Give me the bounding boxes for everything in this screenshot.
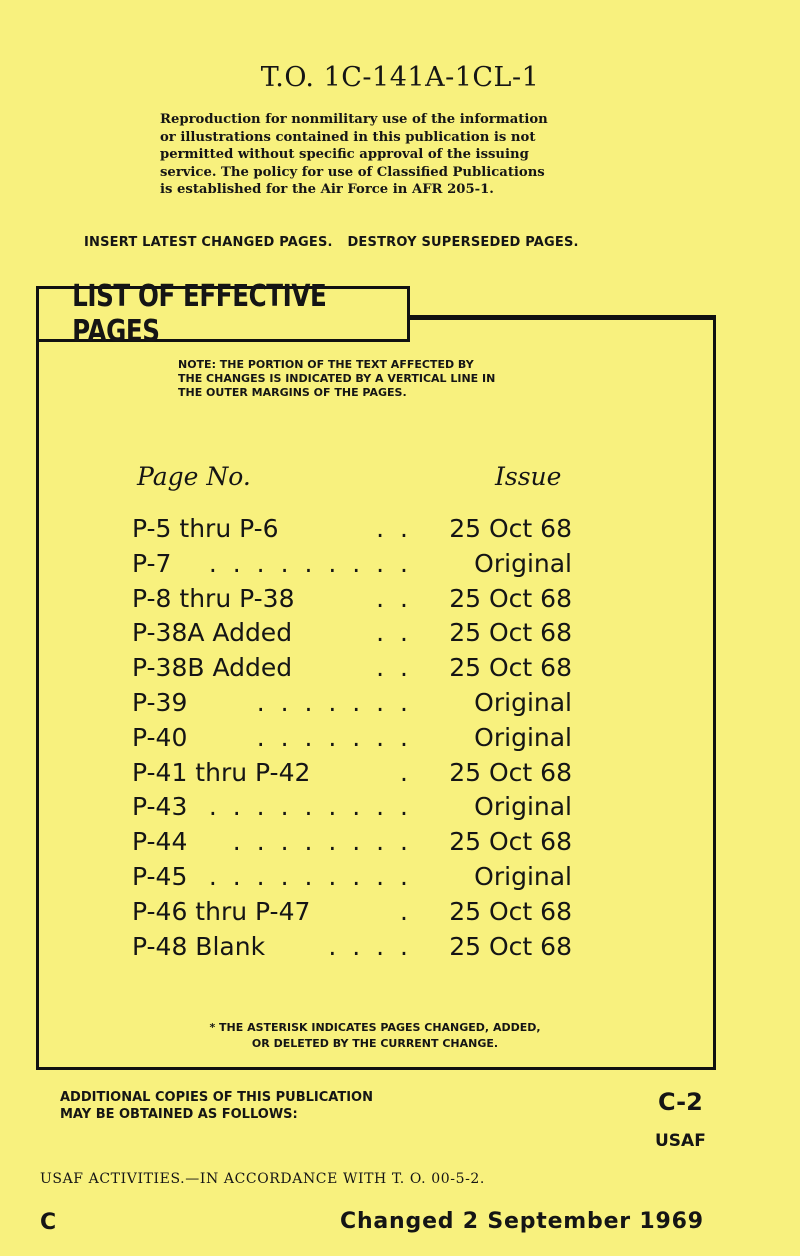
- change-note-line: THE OUTER MARGINS OF THE PAGES.: [178, 386, 407, 399]
- list-item: [132, 895, 572, 930]
- dot-leader: . .: [376, 583, 412, 613]
- change-code: C-2: [658, 1088, 703, 1116]
- page-number: P-8 thru P-38: [132, 583, 295, 613]
- issue-value: 25 Oct 68: [449, 653, 572, 683]
- page-number: P-43: [132, 792, 188, 822]
- page-number: P-46 thru P-47: [132, 896, 311, 926]
- page-number: P-44: [132, 827, 188, 857]
- page-number: P-38A Added: [132, 618, 293, 648]
- list-item: [132, 860, 572, 895]
- page-number: P-40: [132, 722, 188, 752]
- additional-copies-notice: [60, 1089, 373, 1123]
- issue-value: Original: [474, 687, 572, 717]
- dot-leader: .: [400, 757, 412, 787]
- dot-leader: . . . . . . .: [256, 687, 412, 717]
- dot-leader: . .: [376, 618, 412, 648]
- list-item: [132, 651, 572, 686]
- list-item: [132, 721, 572, 756]
- dot-leader: . .: [376, 653, 412, 683]
- page-no-column-header: Page No.: [137, 462, 251, 491]
- dot-leader: . . . . . . . . .: [208, 861, 412, 891]
- destroy-superseded-text: DESTROY SUPERSEDED PAGES.: [347, 235, 579, 250]
- dot-leader: . . . . . . .: [256, 722, 412, 752]
- issue-value: 25 Oct 68: [449, 618, 572, 648]
- issue-value: Original: [474, 722, 572, 752]
- page-number: P-5 thru P-6: [132, 514, 279, 543]
- issue-value: 25 Oct 68: [449, 931, 572, 961]
- additional-copies-line: MAY BE OBTAINED AS FOLLOWS:: [60, 1107, 298, 1122]
- change-note-line: NOTE: THE PORTION OF THE TEXT AFFECTED BY: [178, 358, 474, 371]
- issue-value: Original: [474, 792, 572, 822]
- list-item: [132, 582, 572, 617]
- dot-leader: . . . . . . . . .: [208, 548, 412, 578]
- page-number: P-7: [132, 548, 172, 578]
- effective-pages-title: [36, 279, 410, 349]
- dot-leader: . . . .: [328, 931, 412, 961]
- page-number: P-41 thru P-42: [132, 757, 311, 787]
- page-number: P-48 Blank: [132, 931, 266, 961]
- list-item: [132, 825, 572, 860]
- issue-value: 25 Oct 68: [449, 896, 572, 926]
- reproduction-notice: [160, 111, 630, 199]
- list-item: [132, 790, 572, 825]
- insert-latest-text: INSERT LATEST CHANGED PAGES.: [84, 235, 333, 250]
- effective-pages-title-text: LIST OF EFFECTIVE PAGES: [72, 279, 327, 349]
- effective-pages-list: [132, 512, 572, 964]
- list-item: [132, 756, 572, 791]
- reproduction-notice-line: Reproduction for nonmilitary use of the information: [160, 112, 548, 127]
- issue-value: 25 Oct 68: [449, 827, 572, 857]
- asterisk-note-line: OR DELETED BY THE CURRENT CHANGE.: [251, 1037, 499, 1050]
- issue-column-header: Issue: [495, 462, 562, 491]
- reproduction-notice-line: permitted without specific approval of the issuing: [160, 147, 529, 163]
- reproduction-notice-line: or illustrations contained in this publication is not: [160, 129, 536, 145]
- dot-leader: . . . . . . . .: [232, 827, 412, 857]
- issue-value: 25 Oct 68: [449, 757, 572, 787]
- list-item: [132, 686, 572, 721]
- asterisk-note: [0, 1020, 750, 1052]
- dot-leader: . . . . . . . . .: [208, 792, 412, 822]
- page-number: P-38B Added: [132, 653, 293, 683]
- list-item: [132, 512, 572, 547]
- page-number: P-45: [132, 861, 188, 891]
- list-item: [132, 547, 572, 582]
- issue-value: Original: [474, 548, 572, 578]
- to-number: T.O. 1C-141A-1CL-1: [260, 62, 540, 93]
- footer-letter: C: [40, 1210, 57, 1235]
- dot-leader: . .: [376, 514, 412, 543]
- list-item: [132, 930, 572, 965]
- insert-instruction: [84, 235, 579, 250]
- issue-value: 25 Oct 68: [449, 583, 572, 613]
- reproduction-notice-line: is established for the Air Force in AFR 205-1.: [160, 182, 494, 198]
- service-label: USAF: [655, 1131, 706, 1151]
- reproduction-notice-line: service. The policy for use of Classified Publications: [160, 164, 545, 180]
- page-number: P-39: [132, 687, 188, 717]
- title-rule: [410, 317, 716, 320]
- dot-leader: .: [400, 896, 412, 926]
- additional-copies-line: ADDITIONAL COPIES OF THIS PUBLICATION: [60, 1090, 373, 1105]
- usaf-activities-line: USAF ACTIVITIES.—IN ACCORDANCE WITH T. O. 00-5-2.: [40, 1171, 485, 1187]
- change-note-line: THE CHANGES IS INDICATED BY A VERTICAL LINE IN: [178, 372, 496, 385]
- issue-value: Original: [474, 861, 572, 891]
- changed-date: Changed 2 September 1969: [340, 1209, 704, 1234]
- list-item: [132, 616, 572, 651]
- issue-value: 25 Oct 68: [449, 514, 572, 543]
- change-note: [178, 358, 608, 400]
- asterisk-note-line: * THE ASTERISK INDICATES PAGES CHANGED, ADDED,: [209, 1021, 541, 1034]
